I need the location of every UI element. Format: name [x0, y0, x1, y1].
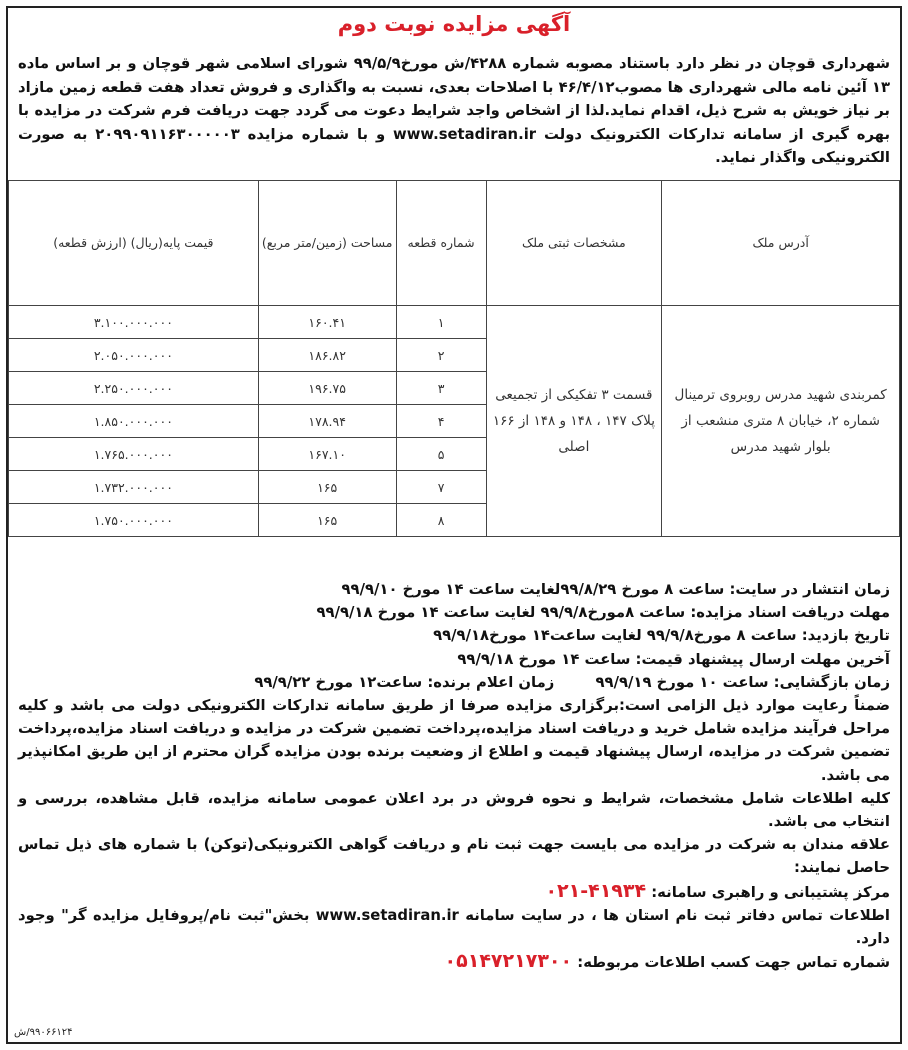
lot-price: ۱.۷۵۰.۰۰۰.۰۰۰ — [9, 504, 259, 537]
notice-code: ۹۹۰۶۶۱۲۴/ش — [14, 1027, 73, 1038]
lot-area: ۱۶۷.۱۰ — [258, 438, 396, 471]
contact-label: شماره تماس جهت کسب اطلاعات مربوطه: — [577, 954, 890, 972]
lot-area: ۱۹۶.۷۵ — [258, 372, 396, 405]
lot-price: ۱.۸۵۰.۰۰۰.۰۰۰ — [9, 405, 259, 438]
lot-area: ۱۷۸.۹۴ — [258, 405, 396, 438]
lots-table — [8, 180, 900, 537]
winner-time: زمان اعلام برنده: ساعت۱۲ مورخ ۹۹/۹/۲۲ — [254, 673, 555, 691]
header-spec: مشخصات ثبتی ملک — [486, 181, 662, 306]
lot-number: ۴ — [396, 405, 486, 438]
opening-winner-line — [18, 671, 890, 694]
lot-number: ۲ — [396, 339, 486, 372]
table-row — [9, 306, 900, 339]
bid-deadline: آخرین مهلت ارسال پیشنهاد قیمت: ساعت ۱۴ مورخ ۹۹/۹/۱۸ — [457, 650, 890, 668]
lot-area: ۱۸۶.۸۲ — [258, 339, 396, 372]
lot-price: ۱.۷۶۵.۰۰۰.۰۰۰ — [9, 438, 259, 471]
notice-title: آگهی مزایده نوبت دوم — [337, 12, 571, 36]
publish-time: زمان انتشار در سایت: ساعت ۸ مورخ ۹۹/۸/۲۹لغایت ساعت ۱۴ مورخ ۹۹/۹/۱۰ — [341, 581, 890, 598]
auction-notice — [6, 6, 902, 1044]
lot-area: ۱۶۵ — [258, 471, 396, 504]
header-lot: شماره قطعه — [396, 181, 486, 306]
register-note: علاقه مندان به شرکت در مزایده می بایست جهت ثبت نام و دریافت گواهی الکترونیکی(توکن) با شماره های ذیل تماس حاصل نمایند: — [18, 836, 890, 877]
support-phone: ۰۲۱-۴۱۹۳۴ — [545, 879, 647, 902]
visit-date: تاریخ بازدید: ساعت ۸ مورخ۹۹/۹/۸ لغایت ساعت۱۴ مورخ۹۹/۹/۱۸ — [433, 627, 890, 645]
support-line — [18, 880, 890, 904]
support-label: مرکز پشتیبانی و راهبری سامانه: — [651, 883, 890, 901]
lot-number: ۱ — [396, 306, 486, 339]
offices-note: اطلاعات تماس دفاتر ثبت نام استان ها ، در سایت سامانه www.setadiran.ir بخش"ثبت نام/پروفایل مزایده گر" وجود دارد. — [18, 906, 890, 948]
lot-price: ۲.۰۵۰.۰۰۰.۰۰۰ — [9, 339, 259, 372]
lot-area: ۱۶۰.۴۱ — [258, 306, 396, 339]
contact-phone: ۰۵۱۴۷۲۱۷۳۰۰ — [444, 950, 573, 973]
lot-number: ۵ — [396, 438, 486, 471]
header-area: مساحت (زمین/متر مربع) — [258, 181, 396, 306]
header-address: آدرس ملک — [662, 181, 900, 306]
opening-time: زمان بازگشایی: ساعت ۱۰ مورخ ۹۹/۹/۱۹ — [595, 673, 890, 691]
lot-price: ۲.۲۵۰.۰۰۰.۰۰۰ — [9, 372, 259, 405]
lot-price: ۳.۱۰۰.۰۰۰.۰۰۰ — [9, 306, 259, 339]
lot-number: ۸ — [396, 504, 486, 537]
header-price: قیمت پایه(ریال) (ارزش قطعه) — [9, 181, 259, 306]
requirements-note: ضمناً رعایت موارد ذیل الزامی است:برگزاری مزایده صرفا از طریق سامانه تدارکات الکترونیکی دولت می باشد و کلیه مراحل فرآیند مزایده شامل خرید و دریافت اسناد مزایده،پرداخت تضمین شرکت در مزایده و دریافت اسناد مزایده،پرداخت تضمین شرکت در مزایده، ارسال پیشنهاد قیمت و اطلاع از وضعیت برنده بودن مزایده گران محترم از این طریق امکانپذیر می باشد. — [18, 697, 890, 784]
property-spec: قسمت ۳ تفکیکی از تجمیعی پلاک ۱۴۷ ، ۱۴۸ و ۱۴۸ از ۱۶۶ اصلی — [486, 306, 662, 537]
lot-number: ۳ — [396, 372, 486, 405]
lot-area: ۱۶۵ — [258, 504, 396, 537]
intro-text: شهرداری قوچان در نظر دارد باستناد مصوبه شماره ۴۲۸۸/ش مورخ۹۹/۵/۹ شورای اسلامی شهر قوچان و بر اساس ماده ۱۳ آئین نامه مالی شهرداری ها مصوب۴۶/۴/۱۲ با اصلاحات بعدی، نسبت به واگذاری و فروش تعداد هفت قطعه زمین مازاد بر نیاز خویش به شرح ذیل، اقدام نماید.لذا از اشخاص واجد شرایط دعوت می گردد جهت دریافت فرم شرکت در مزایده با بهره گیری از سامانه تدارکات الکترونیک دولت www.setadiran.ir و با شماره مزایده ۲۰۹۹۰۹۱۱۶۳۰۰۰۰۰۳ به صورت الکترونیکی واگذار نماید. — [17, 55, 891, 166]
info-note: کلیه اطلاعات شامل مشخصات، شرایط و نحوه فروش در برد اعلان عمومی سامانه مزایده، قابل مشاهده، بررسی و انتخاب می باشد. — [18, 789, 890, 831]
lot-number: ۷ — [396, 471, 486, 504]
table-header-row — [9, 181, 900, 306]
property-address: کمربندی شهید مدرس روبروی ترمینال شماره ۲، خیابان ۸ متری منشعب از بلوار شهید مدرس — [662, 306, 900, 537]
lot-price: ۱.۷۳۲.۰۰۰.۰۰۰ — [9, 471, 259, 504]
intro-paragraph — [18, 52, 890, 170]
docs-deadline: مهلت دریافت اسناد مزایده: ساعت ۸مورخ۹۹/۹/۸ لغایت ساعت ۱۴ مورخ ۹۹/۹/۱۸ — [316, 604, 890, 622]
notice-details — [18, 578, 890, 974]
contact-line — [18, 950, 890, 974]
